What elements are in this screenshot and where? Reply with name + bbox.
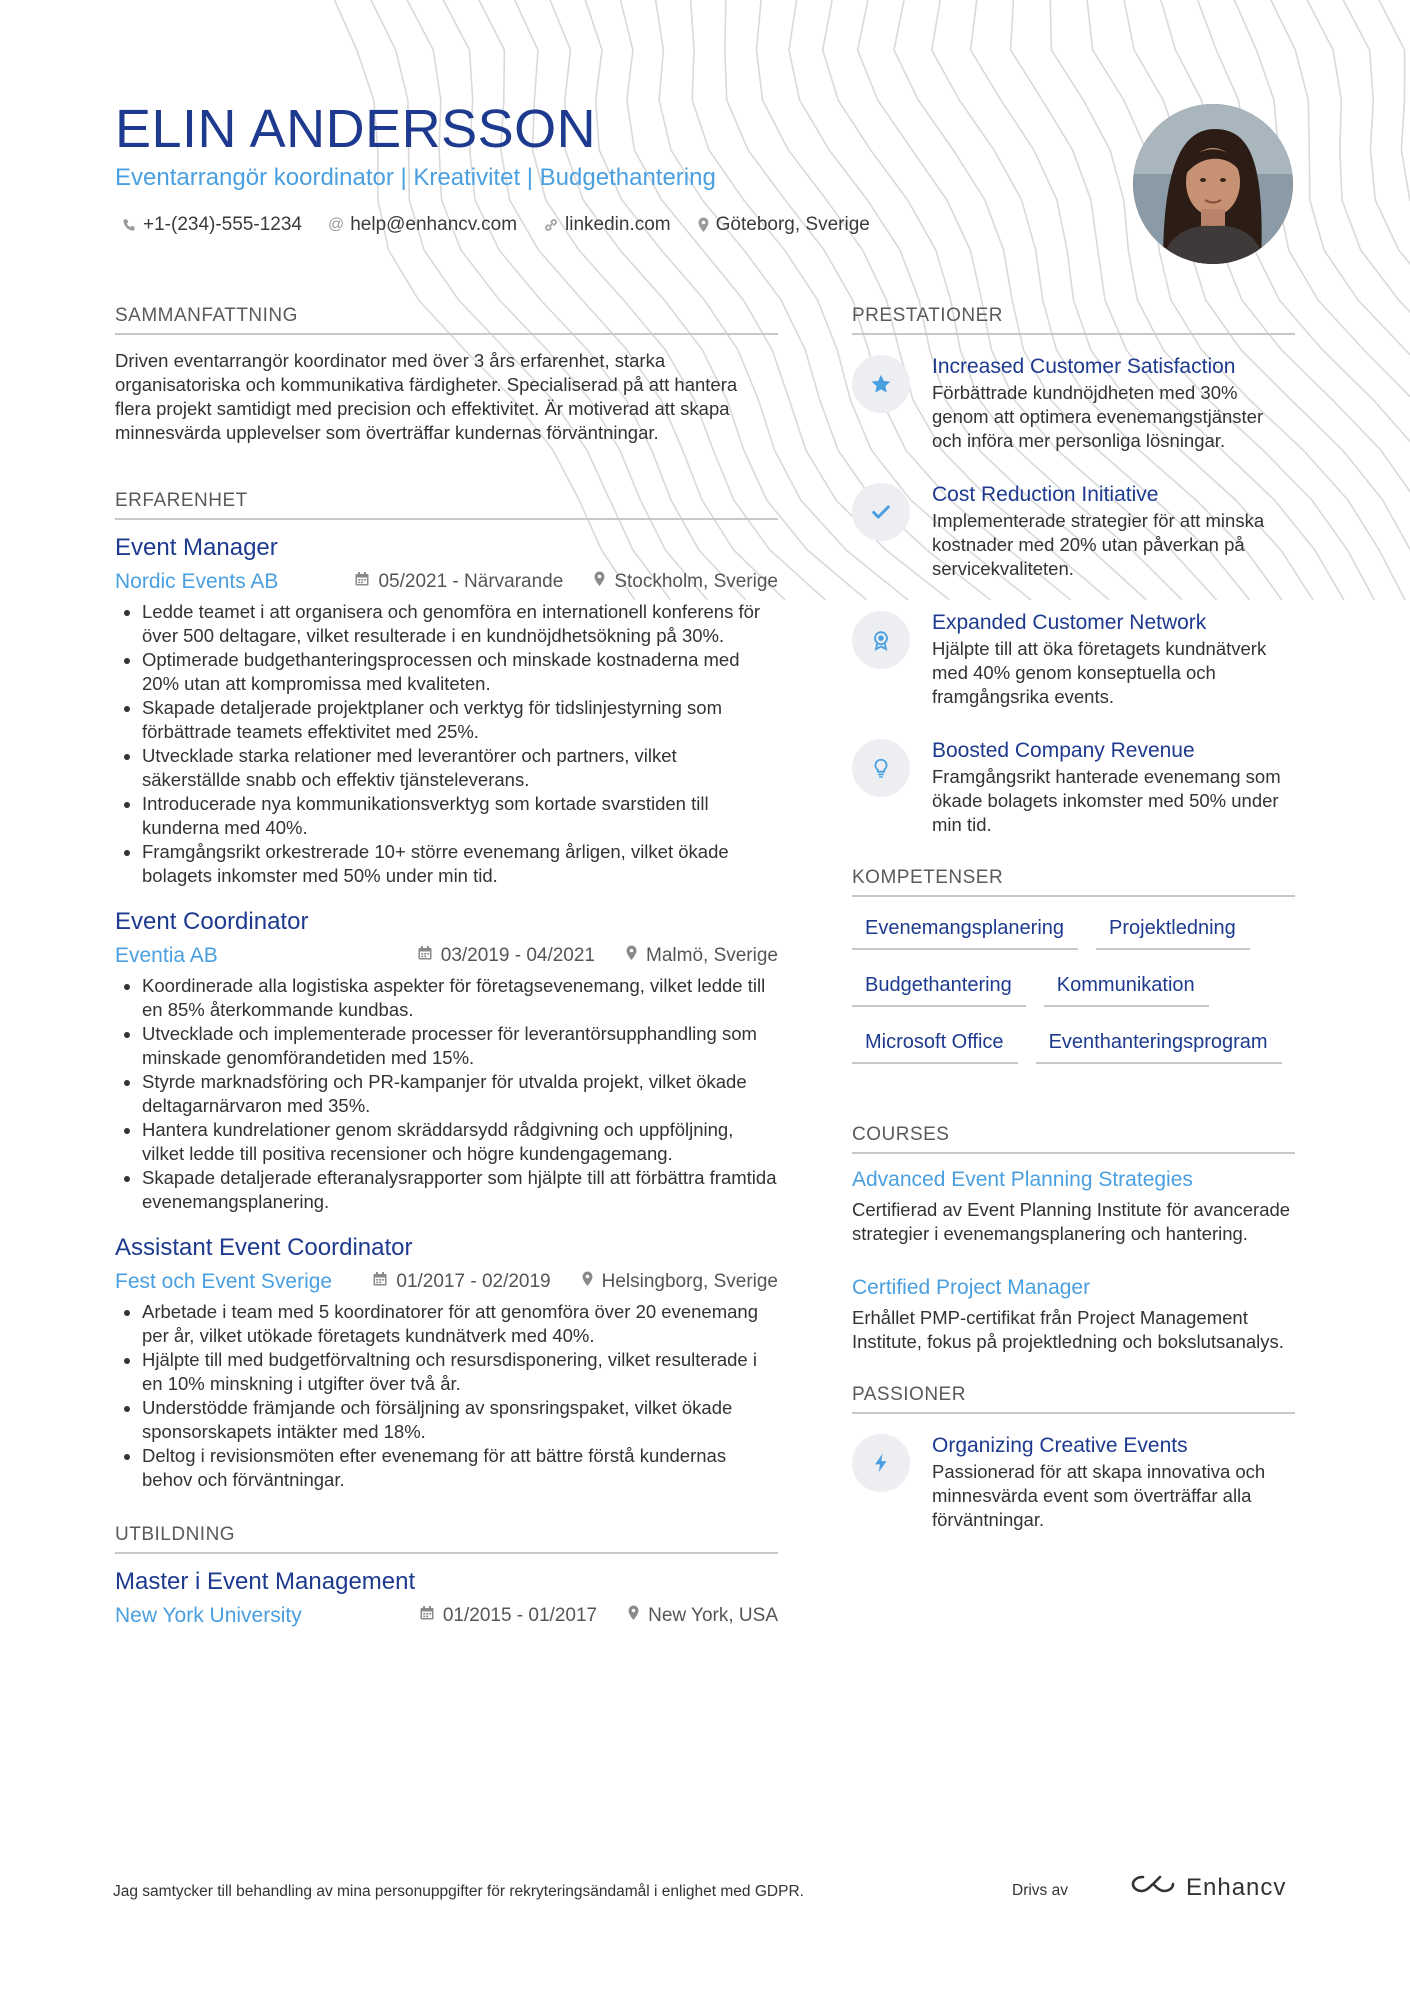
location-pin-icon <box>593 571 606 593</box>
achievement-item <box>852 739 1295 837</box>
link-icon <box>543 217 559 233</box>
contact-info <box>122 214 870 236</box>
contact-linkedin[interactable] <box>543 214 671 236</box>
experience-heading: ERFARENHET <box>115 490 778 520</box>
bullet-item: • Ledde teamet i att organisera och genomföra en internationell konferens för över 500 deltagare, vilket resulterade i en kundnöjdhetsökning på 30%. <box>142 600 778 648</box>
location-pin-icon <box>627 1605 640 1627</box>
bullet-item: • Optimerade budgethanteringsprocessen och minskade kostnaderna med 20% utan att kompromissa med kvaliteten. <box>142 648 778 696</box>
job-dates-text: 05/2021 - Närvarande <box>378 571 564 592</box>
school-name: New York University <box>115 1604 302 1627</box>
education-meta <box>115 1604 778 1628</box>
location-pin-icon <box>581 1271 594 1293</box>
headline-tagline: Eventarrangör koordinator | Kreativitet | Budgethantering <box>115 164 716 191</box>
course-title: Certified Project Manager <box>852 1276 1091 1299</box>
enhancv-logo[interactable] <box>1130 1872 1286 1903</box>
left-column <box>115 305 778 1648</box>
bullet-item: • Arbetade i team med 5 koordinatorer för att genomföra över 20 evenemang per år, vilket utökade företagets kundnätverk med 40%. <box>142 1300 778 1348</box>
job-bullets <box>115 1300 778 1492</box>
achievement-desc: Implementerade strategier för att minska kostnader med 20% utan påverkan på servicekvaliteten. <box>932 510 1265 579</box>
lightning-icon <box>852 1434 910 1492</box>
job-entry <box>115 534 778 888</box>
email-text[interactable]: help@enhancv.com <box>350 214 518 235</box>
experience-list <box>115 534 778 1492</box>
courses-heading: COURSES <box>852 1124 1295 1154</box>
enhancv-logo-text: Enhancv <box>1186 1873 1287 1901</box>
job-location-text: Stockholm, Sverige <box>614 571 778 592</box>
bullet-item: • Styrde marknadsföring och PR-kampanjer för utvalda projekt, vilket ökade deltagarnärvaron med 35%. <box>142 1070 778 1118</box>
passion-item <box>852 1434 1295 1532</box>
bullet-item: • Utvecklade starka relationer med leverantörer och partners, vilket säkerställde snabb och effektiv tjänsteleverans. <box>142 744 778 792</box>
job-dates-text: 03/2019 - 04/2021 <box>440 945 595 966</box>
calendar-icon <box>372 1271 388 1293</box>
courses-list <box>852 1168 1295 1354</box>
skill-tag: Eventhanteringsprogram <box>1036 1025 1282 1064</box>
bullet-item: • Hantera kundrelationer genom skräddarsydd rådgivning och uppföljning, vilket ledde till positiva recensioner och högre kundengagemang. <box>142 1118 778 1166</box>
passion-body <box>932 1434 1295 1532</box>
company-name: Nordic Events AB <box>115 570 279 593</box>
company-name: Fest och Event Sverige <box>115 1270 333 1293</box>
achievement-body <box>932 355 1295 453</box>
education-heading: UTBILDNING <box>115 1524 778 1554</box>
bullet-item: • Skapade detaljerade projektplaner och verktyg för tidslinjestyrning som förbättrade teamets effektivitet med 25%. <box>142 696 778 744</box>
job-meta <box>115 570 778 594</box>
skill-tag: Budgethantering <box>852 968 1026 1007</box>
achievement-title: Expanded Customer Network <box>932 611 1207 634</box>
education-dates <box>419 1605 597 1627</box>
skill-tag: Evenemangsplanering <box>852 911 1078 950</box>
calendar-icon <box>419 1605 435 1627</box>
enhancv-logo-icon <box>1130 1872 1176 1903</box>
contact-email[interactable] <box>328 214 517 236</box>
bullet-item: • Koordinerade alla logistiska aspekter för företagsevenemang, vilket ledde till en 85% återkommande kundbas. <box>142 974 778 1022</box>
achievement-title: Increased Customer Satisfaction <box>932 355 1236 378</box>
job-location-text: Helsingborg, Sverige <box>601 1271 778 1292</box>
achievement-body <box>932 483 1295 581</box>
linkedin-text[interactable]: linkedin.com <box>565 214 671 235</box>
education-location <box>627 1605 778 1627</box>
achievement-item <box>852 483 1295 581</box>
course-desc: Erhållet PMP-certifikat från Project Management Institute, fokus på projektledning och bokslutsanalys. <box>852 1307 1284 1352</box>
job-dates-text: 01/2017 - 02/2019 <box>396 1271 551 1292</box>
course-item <box>852 1276 1295 1354</box>
bullet-item: • Utvecklade och implementerade processer för leverantörsupphandling som minskade genomförandetiden med 15%. <box>142 1022 778 1070</box>
passion-title: Organizing Creative Events <box>932 1434 1188 1457</box>
company-name: Eventia AB <box>115 944 218 967</box>
degree-title: Master i Event Management <box>115 1568 416 1595</box>
skill-tag: Projektledning <box>1096 911 1250 950</box>
achievements-heading: PRESTATIONER <box>852 305 1295 335</box>
calendar-icon <box>417 945 433 967</box>
course-desc: Certifierad av Event Planning Institute för avancerade strategier i evenemangsplanering och hantering. <box>852 1199 1291 1244</box>
achievement-item <box>852 611 1295 709</box>
profile-photo <box>1133 104 1293 264</box>
job-dates <box>417 945 595 967</box>
achievement-desc: Hjälpte till att öka företagets kundnätverk med 40% genom konseptuella och framgångsrika events. <box>932 638 1267 707</box>
award-icon <box>852 611 910 669</box>
location-pin-icon <box>697 217 710 233</box>
skill-tag: Kommunikation <box>1044 968 1209 1007</box>
calendar-icon <box>354 571 370 593</box>
job-location <box>581 1271 778 1293</box>
job-location <box>625 945 778 967</box>
job-bullets <box>115 974 778 1214</box>
achievement-title: Boosted Company Revenue <box>932 739 1195 762</box>
passions-list <box>852 1428 1295 1532</box>
candidate-name: ELIN ANDERSSON <box>115 99 597 159</box>
gdpr-consent: Jag samtycker till behandling av mina personuppgifter för rekryteringsändamål i enlighet med GDPR. <box>113 1883 804 1900</box>
job-meta <box>115 1270 778 1294</box>
job-dates <box>354 571 563 593</box>
education-entry <box>115 1568 778 1628</box>
achievement-desc: Förbättrade kundnöjdheten med 30% genom att optimera evenemangstjänster och införa mer personliga lösningar. <box>932 382 1264 451</box>
education-location-text: New York, USA <box>648 1605 778 1626</box>
job-location-text: Malmö, Sverige <box>646 945 778 966</box>
bullet-item: • Deltog i revisionsmöten efter evenemang för att bättre förstå kundernas behov och förväntningar. <box>142 1444 778 1492</box>
passion-desc: Passionerad för att skapa innovativa och minnesvärda event som överträffar alla förväntningar. <box>932 1461 1266 1530</box>
job-entry <box>115 1234 778 1492</box>
bullet-item: • Understödde främjande och försäljning av sponsringspaket, vilket ökade sponsorskapets intäkter med 18%. <box>142 1396 778 1444</box>
phone-text: +1-(234)-555-1234 <box>143 214 302 235</box>
course-title: Advanced Event Planning Strategies <box>852 1168 1193 1191</box>
job-entry <box>115 908 778 1214</box>
course-item <box>852 1168 1295 1246</box>
powered-by-label: Drivs av <box>1012 1882 1068 1899</box>
achievements-list <box>852 349 1295 837</box>
lightbulb-icon <box>852 739 910 797</box>
phone-icon <box>122 218 137 233</box>
job-title: Event Manager <box>115 534 278 561</box>
bullet-item: • Hjälpte till med budgetförvaltning och resursdisponering, vilket resulterade i en 10% minskning i utgifter över två år. <box>142 1348 778 1396</box>
star-icon <box>852 355 910 413</box>
job-dates <box>372 1271 550 1293</box>
contact-phone <box>122 214 302 236</box>
bullet-item: • Skapade detaljerade efteranalysrapporter som hjälpte till att förbättra framtida evenemangsplanering. <box>142 1166 778 1214</box>
summary-heading: SAMMANFATTNING <box>115 305 778 335</box>
achievement-body <box>932 611 1295 709</box>
bullet-item: • Framgångsrikt orkestrerade 10+ större evenemang årligen, vilket ökade bolagets inkomster med 50% under min tid. <box>142 840 778 888</box>
skills-list <box>852 911 1295 1064</box>
check-icon <box>852 483 910 541</box>
skills-heading: KOMPETENSER <box>852 867 1295 897</box>
achievement-title: Cost Reduction Initiative <box>932 483 1159 506</box>
education-dates-text: 01/2015 - 01/2017 <box>442 1605 598 1626</box>
job-bullets <box>115 600 778 888</box>
location-pin-icon <box>625 945 638 967</box>
right-column <box>852 305 1295 1562</box>
job-title: Assistant Event Coordinator <box>115 1234 413 1261</box>
at-icon: @ <box>327 216 345 233</box>
location-text: Göteborg, Sverige <box>715 214 870 235</box>
summary-text: Driven eventarrangör koordinator med över 3 års erfarenhet, starka organisatoriska och kommunikativa färdigheter. Specialiserad på att hantera flera projekt samtidigt med precision och effektivitet. Är motiverad att skapa minnesvärda upplevelser som överträffar kundernas förväntningar. <box>115 350 738 443</box>
bullet-item: • Introducerade nya kommunikationsverktyg som kortade svarstiden till kunderna med 40%. <box>142 792 778 840</box>
achievement-body <box>932 739 1295 837</box>
job-location <box>593 571 778 593</box>
job-meta <box>115 944 778 968</box>
achievement-item <box>852 355 1295 453</box>
achievement-desc: Framgångsrikt hanterade evenemang som ökade bolagets inkomster med 50% under min tid. <box>932 766 1281 835</box>
job-title: Event Coordinator <box>115 908 309 935</box>
contact-location <box>697 214 870 236</box>
skill-tag: Microsoft Office <box>852 1025 1018 1064</box>
passions-heading: PASSIONER <box>852 1384 1295 1414</box>
